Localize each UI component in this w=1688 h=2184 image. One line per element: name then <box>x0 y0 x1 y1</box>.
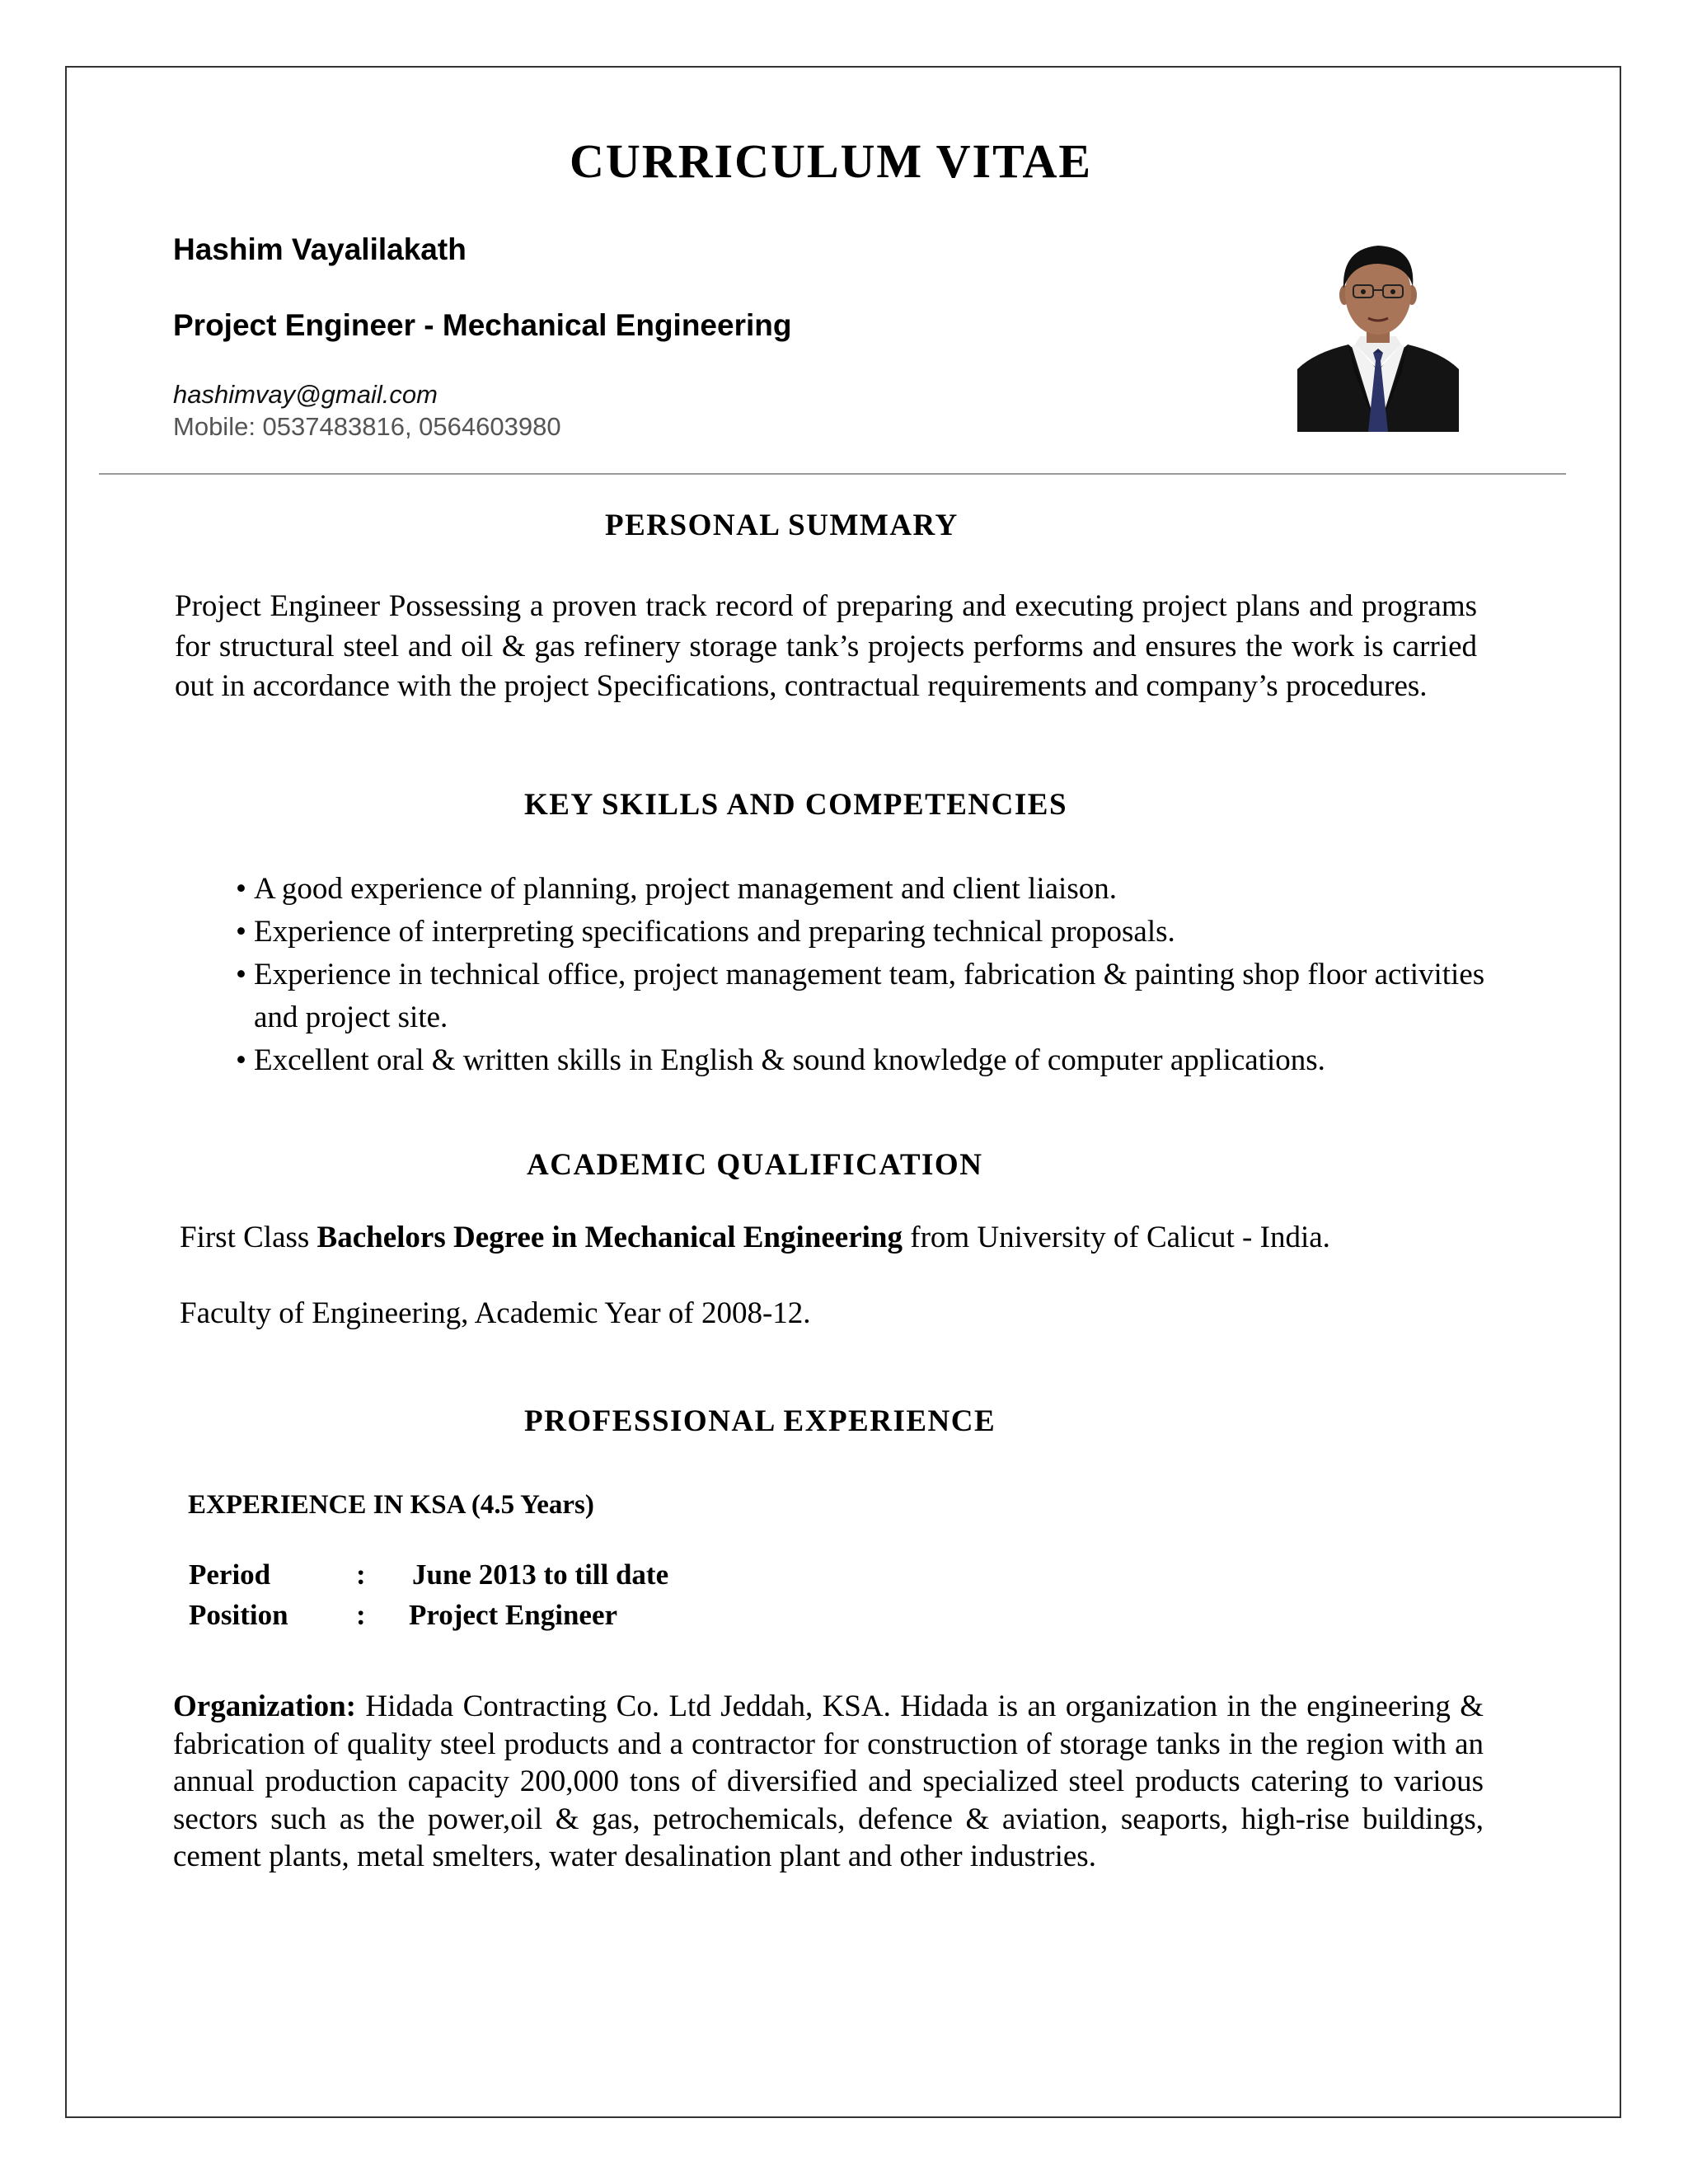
bullet: • <box>236 958 246 991</box>
list-item <box>236 868 1522 911</box>
bullet: • <box>236 1043 246 1077</box>
list-item <box>236 954 1522 1039</box>
position-value: Project Engineer <box>409 1599 618 1631</box>
section-heading-personal-summary: PERSONAL SUMMARY <box>605 509 959 542</box>
experience-subheading: EXPERIENCE IN KSA (4.5 Years) <box>188 1490 594 1520</box>
skill-text: A good experience of planning, project management and client liaison. <box>254 872 1117 906</box>
header-divider <box>99 473 1566 475</box>
skills-list <box>236 868 1522 1082</box>
skill-text: Excellent oral & written skills in English & sound knowledge of computer applications. <box>254 1043 1325 1077</box>
bullet: • <box>236 915 246 949</box>
period-label: Period <box>189 1558 271 1591</box>
section-heading-academic: ACADEMIC QUALIFICATION <box>527 1148 983 1182</box>
skill-text: Experience of interpreting specifications and preparing technical proposals. <box>254 915 1175 949</box>
section-heading-key-skills: KEY SKILLS AND COMPETENCIES <box>524 788 1068 822</box>
degree-university: from University of Calicut - India. <box>903 1221 1330 1254</box>
mobile-numbers: Mobile: 0537483816, 0564603980 <box>173 412 561 441</box>
list-item <box>236 911 1522 954</box>
personal-summary-text: Project Engineer Possessing a proven track record of preparing and executing project plans and programs for structural steel and oil & gas refinery storage tank’s projects performs and ensures the work is carried out in accordance with the project Specifications, contractual requirements and company’s procedures. <box>175 589 1477 703</box>
period-value: June 2013 to till date <box>412 1558 669 1591</box>
academic-faculty-line: Faculty of Engineering, Academic Year of 2008-12. <box>180 1296 811 1330</box>
period-separator: : <box>356 1558 366 1591</box>
candidate-name: Hashim Vayalilakath <box>173 232 467 266</box>
email-address: hashimvay@gmail.com <box>173 380 438 409</box>
organization-description <box>173 1688 1484 1876</box>
list-item <box>236 1039 1522 1082</box>
academic-degree-line <box>180 1220 1330 1255</box>
document-title: CURRICULUM VITAE <box>569 134 1093 188</box>
position-separator: : <box>356 1599 366 1631</box>
organization-text: Hidada Contracting Co. Ltd Jeddah, KSA. Hidada is an organization in the engineering & fabrication of quality steel products and a contractor for construction of storage tanks in the region with an annual production capacity 200,000 tons of diversified and specialized steel products catering to various sectors such as the power,oil & gas, petrochemicals, defence & aviation, seaports, high-rise buildings, cement plants, metal smelters, water desalination plant and other industries. <box>173 1690 1484 1873</box>
bullet: • <box>236 872 246 906</box>
position-label: Position <box>189 1599 288 1631</box>
degree-prefix: First Class <box>180 1221 317 1254</box>
degree-name: Bachelors Degree in Mechanical Engineering <box>316 1221 903 1254</box>
profile-photo <box>1297 229 1459 432</box>
section-heading-professional-experience: PROFESSIONAL EXPERIENCE <box>524 1404 996 1438</box>
skill-text: Experience in technical office, project management team, fabrication & painting shop floor activities and project site. <box>254 958 1485 1034</box>
organization-label: Organization: <box>173 1690 356 1723</box>
candidate-role: Project Engineer - Mechanical Engineering <box>173 308 792 342</box>
